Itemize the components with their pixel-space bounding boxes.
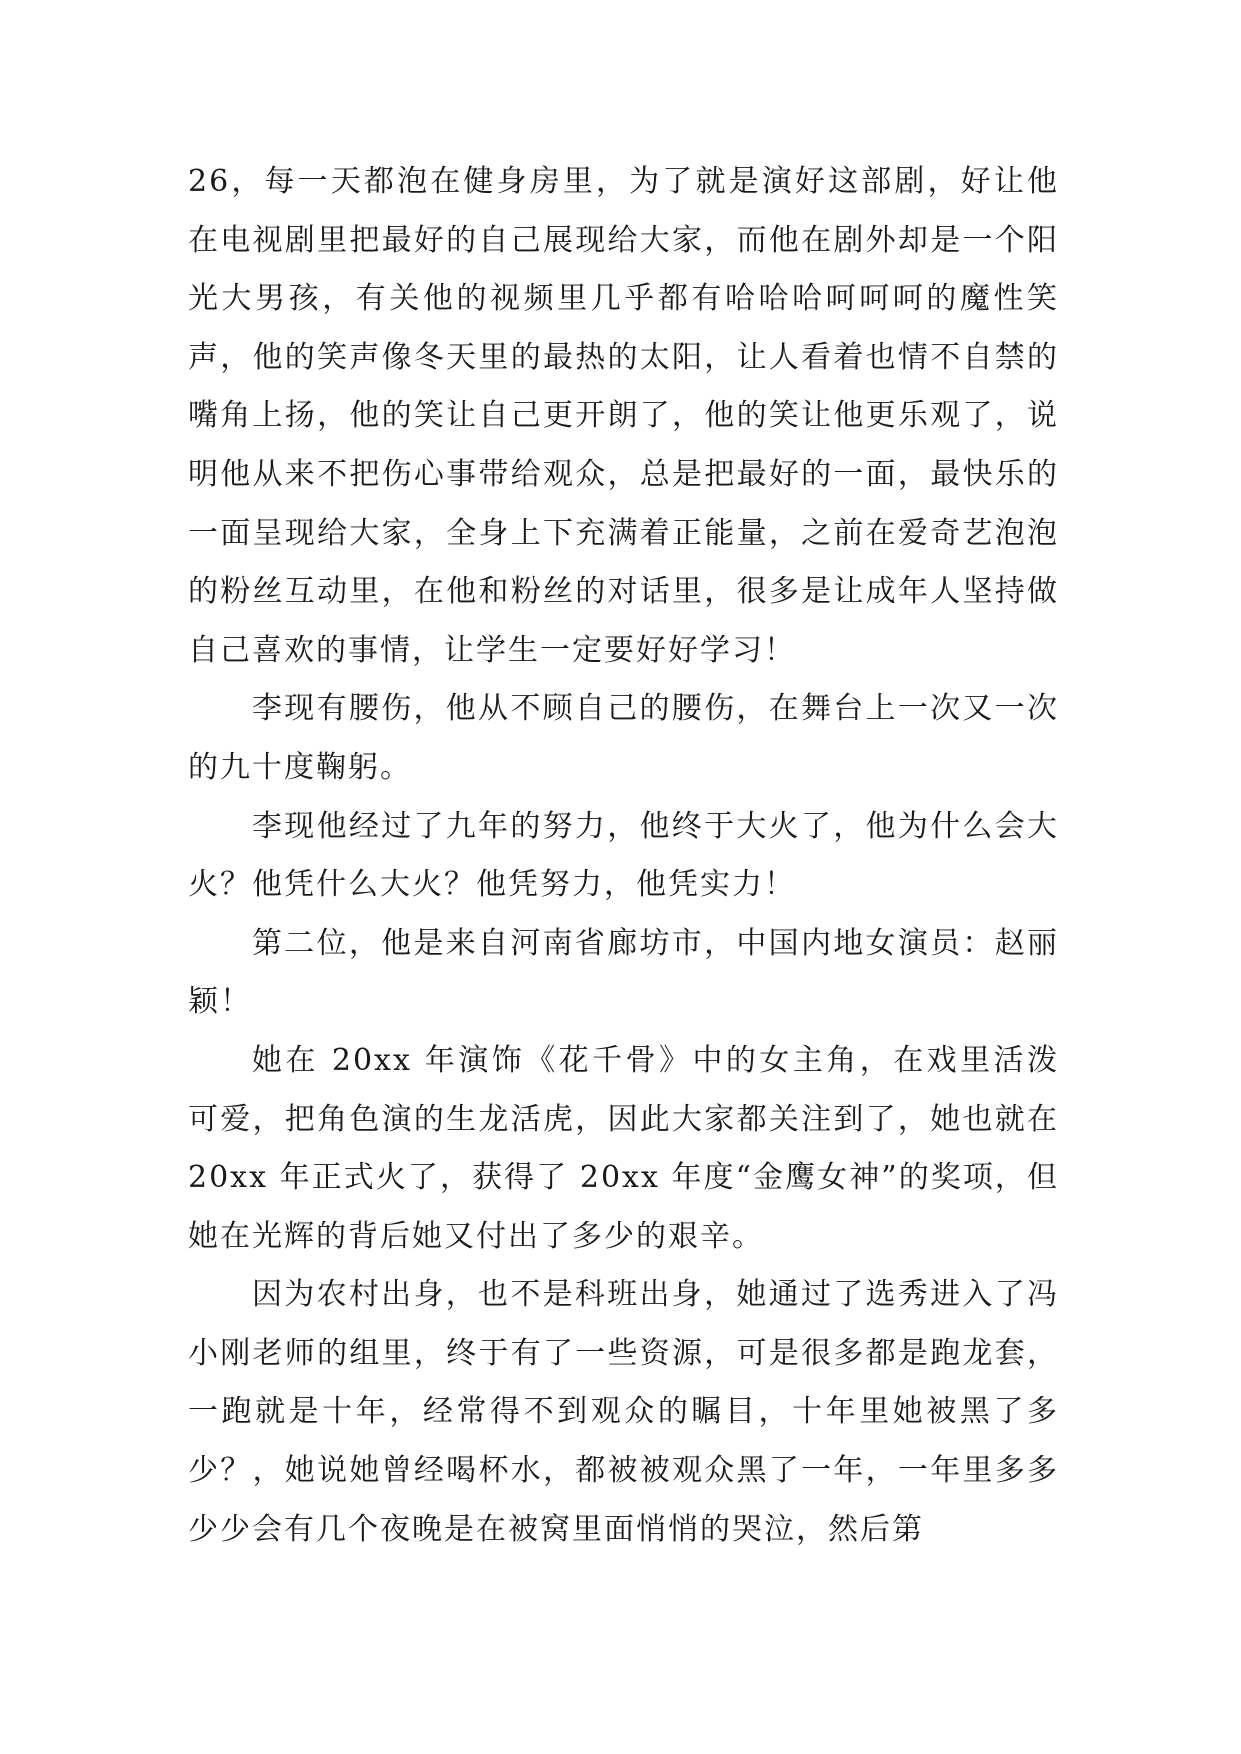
paragraph-6: 因为农村出身，也不是科班出身，她通过了选秀进入了冯小刚老师的组里，终于有了一些资源，可是很多都是跑龙套，一跑就是十年，经常得不到观众的瞩目，十年里她被黑了多少？，她说她曾经喝杯水，都被被观众黑了一年，一年里多多少少会有几个夜晚是在被窝里面悄悄的哭泣，然后第 xyxy=(188,1277,1059,1547)
paragraph-5: 她在 20xx 年演饰《花千骨》中的女主角，在戏里活泼可爱，把角色演的生龙活虎，因此大家都关注到了，她也就在 20xx 年正式火了，获得了 20xx 年度“金鹰女神”的奖项，但她在光辉的背后她又付出了多少的艰辛。 xyxy=(188,1042,1059,1254)
paragraph-1: 26，每一天都泡在健身房里，为了就是演好这部剧，好让他在电视剧里把最好的自己展现给大家，而他在剧外却是一个阳光大男孩，有关他的视频里几乎都有哈哈哈呵呵呵的魔性笑声，他的笑声像冬天里的最热的太阳，让人看着也情不自禁的嘴角上扬，他的笑让自己更开朗了，他的笑让他更乐观了，说明他从来不把伤心事带给观众，总是把最好的一面，最快乐的一面呈现给大家，全身上下充满着正能量，之前在爱奇艺泡泡的粉丝互动里，在他和粉丝的对话里，很多是让成年人坚持做自己喜欢的事情，让学生一定要好好学习！ xyxy=(188,164,1059,668)
paragraph-4: 第二位，他是来自河南省廊坊市，中国内地女演员：赵丽颖！ xyxy=(188,925,1059,1020)
document-body xyxy=(188,153,1059,1559)
paragraph-2: 李现有腰伤，他从不顾自己的腰伤，在舞台上一次又一次的九十度鞠躬。 xyxy=(188,691,1059,785)
paragraph-3: 李现他经过了九年的努力，他终于大火了，他为什么会大火？他凭什么大火？他凭努力，他凭实力！ xyxy=(188,808,1059,903)
